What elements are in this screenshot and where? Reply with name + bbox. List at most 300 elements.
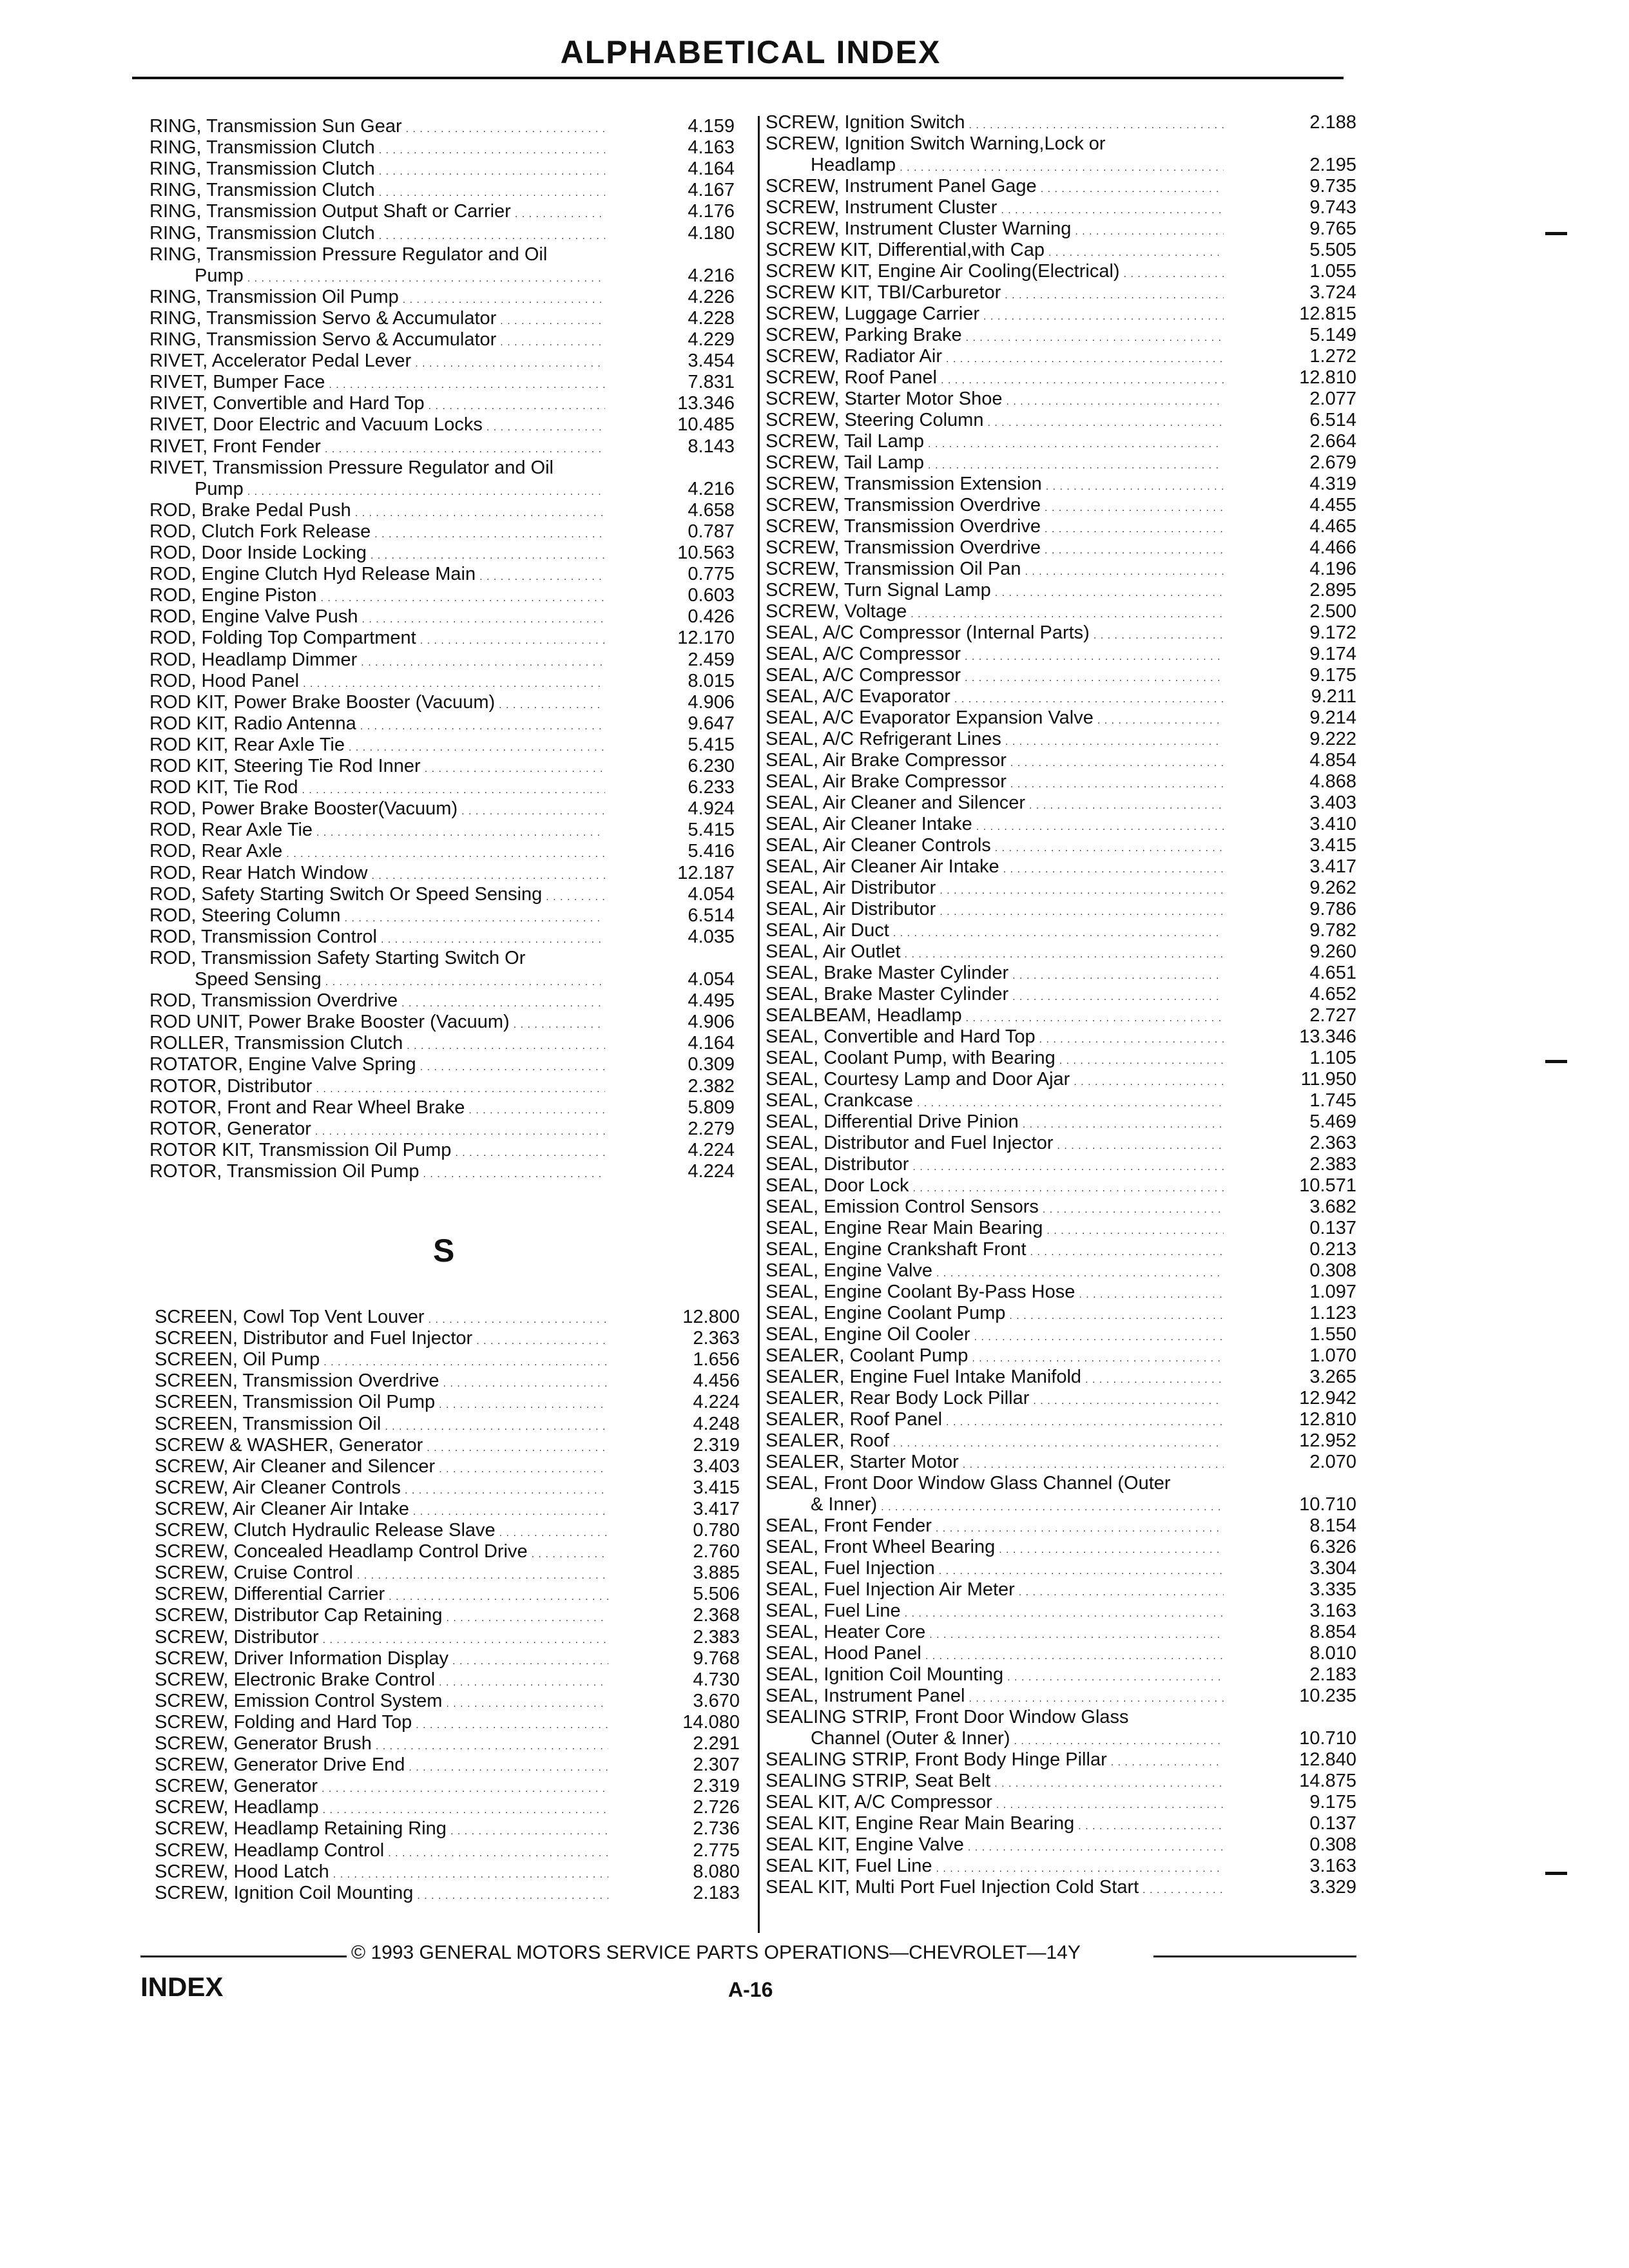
index-entry-name: ROD, Door Inside Locking xyxy=(149,543,367,563)
index-entry-page: 13.346 xyxy=(1299,1026,1356,1047)
index-entry-page: 9.175 xyxy=(1309,1792,1356,1812)
index-entry xyxy=(766,1196,1228,1218)
index-entry xyxy=(766,559,1228,580)
index-entry-name: SEAL, Air Distributor xyxy=(766,899,936,919)
index-entry-name: SCREW, Transmission Oil Pan xyxy=(766,559,1021,579)
index-entry-page: 2.183 xyxy=(693,1882,740,1903)
index-entry-name: RIVET, Accelerator Pedal Lever xyxy=(149,351,412,372)
index-entry xyxy=(149,692,609,713)
index-entry-name: ROD, Clutch Fork Release xyxy=(149,521,371,542)
dot-leader xyxy=(1142,1877,1224,1898)
index-entry-name: SEAL, Air Distributor xyxy=(766,878,936,898)
dot-leader xyxy=(1043,1196,1224,1218)
index-entry-name: SCREW, Driver Information Display xyxy=(155,1648,449,1669)
index-entry-page: 12.170 xyxy=(677,628,735,649)
dot-leader xyxy=(455,1140,605,1161)
index-entry xyxy=(766,665,1228,686)
index-entry-name: SCREW, Hood Latch xyxy=(155,1861,329,1882)
index-entry-page: 10.563 xyxy=(677,543,735,563)
index-entry xyxy=(155,1754,612,1776)
footer-rule-left xyxy=(140,1956,347,1957)
index-entry xyxy=(766,537,1228,559)
index-entry-page: 4.164 xyxy=(688,159,735,180)
index-entry-page: 3.403 xyxy=(693,1456,740,1477)
index-entry-page: 1.097 xyxy=(1309,1282,1356,1302)
index-entry-name: SEAL, Fuel Line xyxy=(766,1600,901,1621)
dot-leader xyxy=(1046,1218,1224,1239)
index-entry xyxy=(149,841,609,862)
index-entry-page: 1.272 xyxy=(1309,346,1356,367)
dot-leader xyxy=(325,969,605,990)
index-entry xyxy=(155,1562,612,1584)
index-entry-name: SEALER, Roof Panel xyxy=(766,1409,943,1430)
index-entry-name: ROD, Transmission Control xyxy=(149,926,377,947)
index-entry xyxy=(149,1161,609,1182)
index-entry-name: SEAL, Coolant Pump, with Bearing xyxy=(766,1048,1055,1068)
dot-leader xyxy=(446,1691,608,1712)
index-entry-name: ROD UNIT, Power Brake Booster (Vacuum) xyxy=(149,1012,510,1033)
dot-leader xyxy=(1014,1728,1224,1749)
index-entry-continuation xyxy=(195,265,609,287)
index-entry-name: SEAL, Brake Master Cylinder xyxy=(766,984,1009,1004)
index-entry-page: 5.505 xyxy=(1309,240,1356,260)
index-entry-page: 5.415 xyxy=(688,734,735,755)
index-entry-page: 2.760 xyxy=(693,1541,740,1562)
index-entry-name: ROLLER, Transmission Clutch xyxy=(149,1033,403,1054)
index-entry xyxy=(766,1367,1228,1388)
index-entry xyxy=(766,1771,1228,1792)
dot-leader xyxy=(946,346,1224,367)
index-entry-page: 2.727 xyxy=(1309,1005,1356,1026)
index-entry-continuation-text: Pump xyxy=(195,478,244,499)
index-entry-page: 2.368 xyxy=(693,1605,740,1626)
index-entry-name: SEAL, Hood Panel xyxy=(766,1643,921,1664)
dot-leader xyxy=(954,686,1224,707)
index-entry xyxy=(155,1414,612,1435)
index-entry xyxy=(766,282,1228,303)
index-entry-name: SCREW, Clutch Hydraulic Release Slave xyxy=(155,1520,496,1541)
index-entry xyxy=(149,990,609,1012)
index-entry-name: RING, Transmission Clutch xyxy=(149,159,375,180)
index-entry-page: 5.149 xyxy=(1309,325,1356,345)
index-entry-name: SEALER, Rear Body Lock Pillar xyxy=(766,1388,1030,1408)
index-entry-name: RING, Transmission Servo & Accumulator xyxy=(149,329,497,350)
index-entry-page: 6.326 xyxy=(1309,1537,1356,1557)
index-entry-name: ROTOR, Front and Rear Wheel Brake xyxy=(149,1097,465,1118)
index-entry-name: SEAL KIT, Fuel Line xyxy=(766,1856,932,1876)
index-entry-page: 3.682 xyxy=(1309,1196,1356,1217)
index-entry xyxy=(766,793,1228,814)
index-entry xyxy=(149,628,609,649)
index-entry xyxy=(155,1392,612,1413)
index-entry-page: 2.775 xyxy=(693,1840,740,1861)
index-entry xyxy=(766,1877,1228,1898)
index-entry-page: 12.952 xyxy=(1299,1430,1356,1451)
dot-leader xyxy=(1059,1048,1224,1069)
dot-leader xyxy=(371,863,605,884)
index-entry-name: SCREW, Ignition Switch xyxy=(766,112,965,133)
index-entry xyxy=(155,1627,612,1648)
index-entry xyxy=(155,1477,612,1499)
index-entry-name: SEAL, Front Door Window Glass Channel (Outer xyxy=(766,1473,1171,1494)
index-entry xyxy=(149,606,609,628)
index-entry-page: 8.154 xyxy=(1309,1515,1356,1536)
margin-mark xyxy=(1545,1060,1567,1063)
index-entry xyxy=(766,1622,1228,1643)
index-entry-page: 5.506 xyxy=(693,1584,740,1605)
index-entry-name: ROD, Engine Valve Push xyxy=(149,606,358,628)
index-entry-page: 9.174 xyxy=(1309,644,1356,664)
dot-leader xyxy=(479,564,605,585)
dot-leader xyxy=(329,372,605,393)
index-entry xyxy=(766,963,1228,984)
index-entry xyxy=(155,1520,612,1541)
index-entry-name: ROD, Power Brake Booster(Vacuum) xyxy=(149,798,458,820)
index-entry-page: 9.743 xyxy=(1309,197,1356,218)
footer-page-number: A-16 xyxy=(728,1978,773,2001)
index-entry-page: 4.495 xyxy=(688,990,735,1012)
index-entry xyxy=(766,389,1228,410)
index-entry-page: 4.054 xyxy=(688,883,735,905)
index-entry-page: 8.080 xyxy=(693,1861,740,1882)
dot-leader xyxy=(905,941,1224,963)
index-entry xyxy=(766,1282,1228,1303)
index-entry-name: SCREW, Luggage Carrier xyxy=(766,303,980,324)
index-entry xyxy=(155,1883,612,1904)
index-entry-name: SEAL, Front Wheel Bearing xyxy=(766,1537,996,1557)
index-entry xyxy=(149,777,609,798)
dot-leader xyxy=(1075,218,1224,240)
index-entry-page: 14.875 xyxy=(1299,1771,1356,1791)
index-entry-page: 4.035 xyxy=(688,926,735,947)
index-entry-continuation-text: Speed Sensing xyxy=(195,969,322,990)
index-entry-name: ROTOR KIT, Transmission Oil Pump xyxy=(149,1139,452,1160)
index-entry-page: 12.840 xyxy=(1299,1749,1356,1770)
index-entry-page: 6.514 xyxy=(1309,410,1356,430)
index-entry xyxy=(155,1584,612,1605)
index-entry xyxy=(155,1776,612,1797)
dot-leader xyxy=(333,1861,608,1883)
dot-leader xyxy=(965,665,1224,686)
dot-leader xyxy=(427,1435,608,1456)
index-entry xyxy=(766,176,1228,197)
index-entry-page: 0.775 xyxy=(688,564,735,585)
dot-leader xyxy=(446,1605,608,1626)
index-entry-name: SEAL, Engine Coolant Pump xyxy=(766,1303,1006,1323)
section-letter: S xyxy=(433,1233,455,1269)
index-entry-name: SCREEN, Cowl Top Vent Louver xyxy=(155,1307,425,1327)
index-entry xyxy=(766,1813,1228,1834)
index-entry-name: SCREW & WASHER, Generator xyxy=(155,1434,423,1456)
index-entry-page: 10.485 xyxy=(677,414,735,436)
index-entry-name: SEAL KIT, Multi Port Fuel Injection Cold Start xyxy=(766,1877,1139,1898)
index-entry-page: 3.410 xyxy=(1309,814,1356,834)
index-entry-page: 7.831 xyxy=(688,372,735,393)
index-entry-name: SCREEN, Transmission Oil xyxy=(155,1413,381,1434)
index-entry-page: 3.304 xyxy=(1309,1558,1356,1579)
dot-leader xyxy=(1124,261,1224,282)
dot-leader xyxy=(946,1409,1224,1430)
index-entry-continuation xyxy=(811,1728,1228,1749)
index-entry-name: SCREW, Air Cleaner and Silencer xyxy=(155,1456,436,1477)
dot-leader xyxy=(1045,537,1224,559)
index-entry-name: ROTOR, Generator xyxy=(149,1118,311,1139)
dot-leader xyxy=(995,835,1224,856)
index-entry xyxy=(155,1541,612,1562)
index-entry-name: ROD KIT, Radio Antenna xyxy=(149,713,356,734)
dot-leader xyxy=(405,1477,608,1499)
index-entry-page: 4.224 xyxy=(688,1139,735,1160)
dot-leader xyxy=(401,990,605,1012)
index-entry-name: SEAL, Engine Oil Cooler xyxy=(766,1324,970,1345)
dot-leader xyxy=(1029,793,1224,814)
index-entry xyxy=(766,941,1228,963)
index-entry-page: 4.465 xyxy=(1309,516,1356,537)
index-entry-name: ROD, Engine Piston xyxy=(149,585,317,606)
index-entry xyxy=(149,927,609,948)
dot-leader xyxy=(972,1345,1224,1367)
dot-leader xyxy=(476,1328,608,1349)
footer-rule-right xyxy=(1153,1956,1356,1957)
index-entry-page: 12.800 xyxy=(682,1307,740,1327)
index-entry-page: 2.307 xyxy=(693,1754,740,1776)
index-entry-page: 1.123 xyxy=(1309,1303,1356,1323)
index-entry xyxy=(766,261,1228,282)
index-entry xyxy=(766,1345,1228,1367)
index-entry-name: SEAL, Air Brake Compressor xyxy=(766,750,1007,771)
index-entry-page: 4.164 xyxy=(688,1033,735,1054)
index-entry xyxy=(766,218,1228,240)
dot-leader xyxy=(968,1834,1224,1856)
index-entry-name: ROD, Transmission Overdrive xyxy=(149,990,398,1012)
index-entry xyxy=(766,1792,1228,1813)
dot-leader xyxy=(323,1627,608,1648)
index-entry-page: 8.854 xyxy=(1309,1622,1356,1642)
index-entry-page: 4.466 xyxy=(1309,537,1356,558)
index-entry xyxy=(766,1558,1228,1579)
index-entry-name: RING, Transmission Clutch xyxy=(149,222,375,244)
index-entry-page: 5.809 xyxy=(688,1097,735,1118)
index-entry-page: 4.228 xyxy=(688,307,735,329)
index-entry-page: 4.248 xyxy=(693,1413,740,1434)
index-entry-continuation xyxy=(811,155,1228,176)
dot-leader xyxy=(389,1584,608,1605)
dot-leader xyxy=(416,1712,608,1733)
dot-leader xyxy=(316,820,605,841)
index-entry xyxy=(766,516,1228,537)
index-entry-name: ROD, Folding Top Compartment xyxy=(149,628,416,649)
index-entry-page: 2.188 xyxy=(1309,112,1356,133)
index-entry xyxy=(155,1797,612,1818)
dot-leader xyxy=(357,1562,608,1584)
index-entry-name: SCREW, Folding and Hard Top xyxy=(155,1711,412,1733)
index-entry-name: SEAL, Distributor and Fuel Injector xyxy=(766,1133,1054,1153)
margin-mark xyxy=(1545,1872,1567,1875)
index-entry xyxy=(766,644,1228,665)
index-entry-name: SEAL, Heater Core xyxy=(766,1622,926,1642)
index-entry-name: SEAL, Convertible and Hard Top xyxy=(766,1026,1036,1047)
index-entry xyxy=(766,1409,1228,1430)
index-entry xyxy=(149,1054,609,1075)
index-entry xyxy=(149,116,609,137)
dot-leader xyxy=(1085,1367,1224,1388)
index-entry-name: SEAL KIT, Engine Valve xyxy=(766,1834,964,1855)
index-entry-name: SCREW, Instrument Cluster Warning xyxy=(766,218,1072,239)
index-entry xyxy=(149,1033,609,1054)
index-entry xyxy=(766,1324,1228,1345)
index-entry-page: 2.319 xyxy=(693,1434,740,1456)
index-entry-page: 4.924 xyxy=(688,798,735,820)
dot-leader xyxy=(1010,750,1224,771)
dot-leader xyxy=(487,414,605,436)
dot-leader xyxy=(361,649,605,671)
dot-leader xyxy=(286,841,605,862)
index-entry xyxy=(766,325,1228,346)
dot-leader xyxy=(499,1520,608,1541)
index-entry xyxy=(149,1076,609,1097)
dot-leader xyxy=(379,159,605,180)
index-entry-name: SCREW, Roof Panel xyxy=(766,367,937,388)
index-entry-name: RIVET, Bumper Face xyxy=(149,372,325,393)
index-entry-name: ROTATOR, Engine Valve Spring xyxy=(149,1054,416,1075)
index-entry xyxy=(149,393,609,414)
index-entry-name: SCREW, Radiator Air xyxy=(766,346,942,367)
index-entry-name: SCREW, Tail Lamp xyxy=(766,431,925,452)
index-entry-name: SEAL, Air Brake Compressor xyxy=(766,771,1007,792)
index-entry-name: ROD, Engine Clutch Hyd Release Main xyxy=(149,564,476,585)
index-entry-page: 4.651 xyxy=(1309,963,1356,983)
index-entry-name: SEAL, A/C Compressor xyxy=(766,665,961,686)
index-entry-page: 9.262 xyxy=(1309,878,1356,898)
dot-leader xyxy=(376,1733,608,1754)
dot-leader xyxy=(893,1430,1224,1452)
dot-leader xyxy=(976,814,1224,835)
index-entry-page: 4.216 xyxy=(688,265,735,286)
dot-leader xyxy=(316,1076,605,1097)
index-entry-page: 4.456 xyxy=(693,1370,740,1392)
index-entry-page: 4.054 xyxy=(688,969,735,990)
dot-leader xyxy=(912,1175,1224,1196)
dot-leader xyxy=(1078,1813,1224,1834)
dot-leader xyxy=(1097,707,1224,729)
index-entry-page: 2.195 xyxy=(1309,155,1356,175)
index-entry xyxy=(766,452,1228,474)
index-entry-name: SCREW, Headlamp Control xyxy=(155,1840,385,1861)
index-entry-page: 3.417 xyxy=(1309,856,1356,877)
index-entry-name: SEAL, Crankcase xyxy=(766,1090,913,1111)
dot-leader xyxy=(969,112,1224,133)
dot-leader xyxy=(1019,1579,1224,1600)
index-entry-name: SCREW, Transmission Overdrive xyxy=(766,495,1041,515)
index-entry-page: 3.163 xyxy=(1309,1856,1356,1876)
dot-leader xyxy=(911,601,1224,622)
dot-leader xyxy=(439,1669,608,1691)
dot-leader xyxy=(515,201,605,222)
index-entry xyxy=(149,287,609,308)
index-entry-page: 2.077 xyxy=(1309,389,1356,409)
index-entry-page: 4.854 xyxy=(1309,750,1356,771)
index-entry-page: 2.383 xyxy=(693,1626,740,1648)
index-entry-name: SEAL, Engine Rear Main Bearing xyxy=(766,1218,1043,1238)
index-entry xyxy=(149,137,609,159)
page-title: ALPHABETICAL INDEX xyxy=(560,34,941,70)
dot-leader xyxy=(385,1414,608,1435)
dot-leader xyxy=(388,1840,608,1861)
index-entry xyxy=(149,798,609,820)
index-entry-page: 11.950 xyxy=(1300,1069,1356,1090)
dot-leader xyxy=(425,756,605,777)
dot-leader xyxy=(420,1054,605,1075)
index-entry xyxy=(155,1818,612,1840)
index-entry-name: SCREW, Voltage xyxy=(766,601,907,622)
dot-leader xyxy=(409,1754,608,1776)
dot-leader xyxy=(315,1119,605,1140)
index-entry xyxy=(766,1303,1228,1324)
index-entry-name: RING, Transmission Oil Pump xyxy=(149,286,399,307)
index-entry xyxy=(149,905,609,927)
dot-leader xyxy=(429,393,605,414)
index-entry-page: 2.382 xyxy=(688,1075,735,1097)
index-entry-page: 4.455 xyxy=(1309,495,1356,515)
dot-leader xyxy=(360,713,605,735)
index-entry-page: 2.383 xyxy=(1309,1154,1356,1175)
index-entry xyxy=(149,436,609,457)
index-entry-continuation-text: & Inner) xyxy=(811,1494,878,1515)
dot-leader xyxy=(499,692,605,713)
index-entry-name: SCREW, Generator Brush xyxy=(155,1733,372,1754)
index-entry-name: SEAL, Emission Control Sensors xyxy=(766,1196,1039,1217)
dot-leader xyxy=(323,1349,608,1370)
dot-leader xyxy=(413,1499,608,1520)
index-entry-page: 10.571 xyxy=(1299,1175,1356,1196)
index-entry xyxy=(766,1388,1228,1409)
index-entry-page: 1.550 xyxy=(1309,1324,1356,1345)
index-entry-page: 4.319 xyxy=(1309,474,1356,494)
index-entry-page: 3.329 xyxy=(1309,1877,1356,1898)
index-entry-name: SEALING STRIP, Seat Belt xyxy=(766,1771,991,1791)
index-entry-page: 9.782 xyxy=(1309,920,1356,941)
index-entry xyxy=(766,303,1228,325)
index-entry-page: 1.656 xyxy=(693,1349,740,1370)
index-entry-name: SCREW, Distributor xyxy=(155,1626,319,1648)
index-entry-name: SEAL, A/C Refrigerant Lines xyxy=(766,729,1001,749)
index-entry-name: SEALBEAM, Headlamp xyxy=(766,1005,962,1026)
index-entry-name: SCREW, Transmission Overdrive xyxy=(766,516,1041,537)
index-entry xyxy=(149,201,609,222)
index-entry-page: 3.335 xyxy=(1309,1579,1356,1600)
index-entry-page: 9.735 xyxy=(1309,176,1356,197)
index-entry-name: RIVET, Front Fender xyxy=(149,436,321,457)
index-entry-name: SCREEN, Oil Pump xyxy=(155,1349,320,1370)
index-entry xyxy=(155,1712,612,1733)
index-entry xyxy=(766,346,1228,367)
index-entry-name: SEAL, Front Fender xyxy=(766,1515,932,1536)
index-entry-name: ROD KIT, Tie Rod xyxy=(149,777,298,798)
index-entry-name: RING, Transmission Sun Gear xyxy=(149,116,402,137)
index-entry xyxy=(155,1307,612,1328)
index-entry-page: 2.070 xyxy=(1309,1452,1356,1472)
index-entry-page: 3.670 xyxy=(693,1690,740,1711)
index-entry-page: 3.415 xyxy=(693,1477,740,1498)
dot-leader xyxy=(1045,516,1224,537)
index-entry-page: 2.664 xyxy=(1309,431,1356,452)
index-entry-page: 5.416 xyxy=(688,841,735,862)
dot-leader xyxy=(1005,282,1224,303)
index-entry-page: 0.308 xyxy=(1309,1260,1356,1281)
dot-leader xyxy=(500,308,605,329)
index-entry-page: 5.415 xyxy=(688,820,735,841)
index-entry xyxy=(766,1537,1228,1558)
